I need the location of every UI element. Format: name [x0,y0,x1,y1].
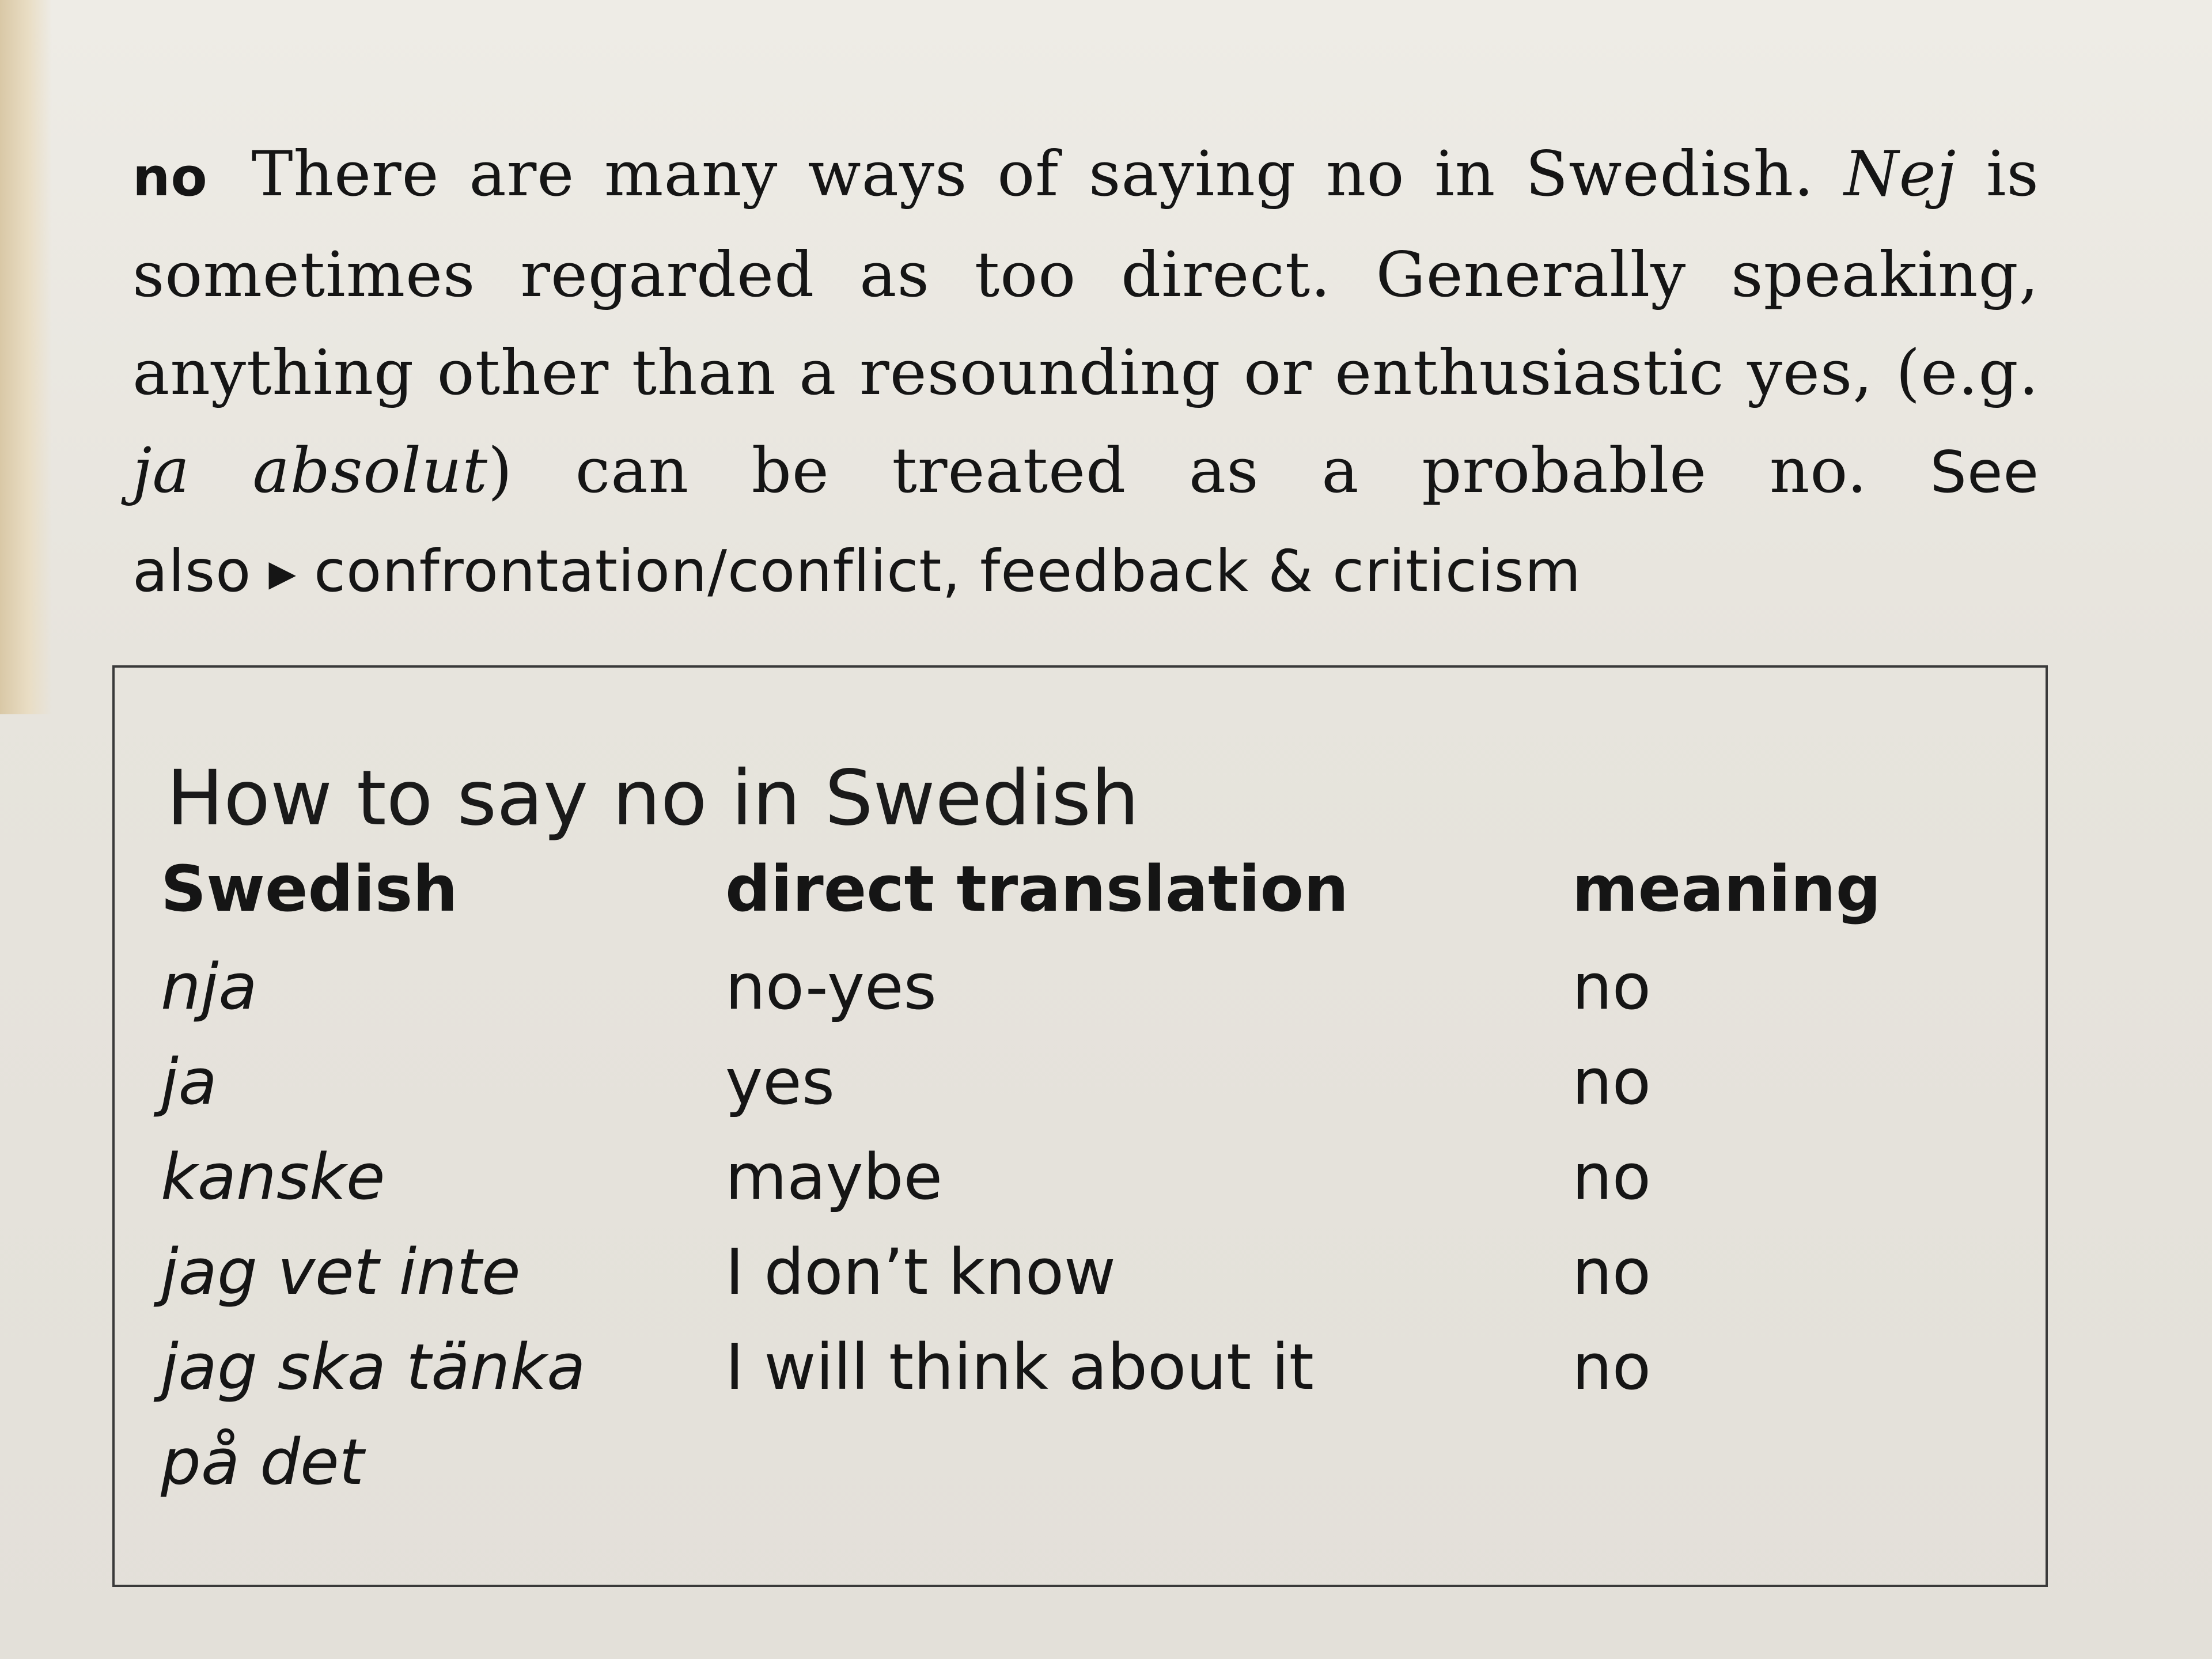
page-gutter-edge [0,0,52,714]
column-header-direct-translation: direct translation [725,852,1349,926]
table-cell-swedish: jag vet inte [161,1235,521,1309]
see-also-label: See also [132,438,2039,605]
table-cell-translation: I don’t know [725,1235,1116,1309]
table-cell-swedish: ja [161,1045,217,1119]
column-header-meaning: meaning [1572,852,1881,926]
entry-text-3: ) can be treated as a probable no. [487,435,1868,507]
table-cell-translation: no-yes [725,950,937,1024]
entry-text-1: There are many ways of saying no in Swedish. [251,138,1815,210]
table-cell-meaning: no [1572,1235,1652,1309]
table-cell-swedish-continuation: på det [161,1425,364,1499]
table-cell-translation: I will think about it [725,1330,1314,1404]
see-also-references: confrontation/conflict, feedback & criticism [314,537,1582,605]
sidebar-table-box [112,665,2048,1587]
entry-headword: no [132,146,208,208]
table-cell-meaning: no [1572,950,1652,1024]
box-title: How to say no in Swedish [166,754,1139,843]
entry-text-2: is sometimes regarded as too direct. Generally speaking, anything other than a resounding or enthusiastic yes, (e.g. [132,138,2039,409]
entry-italic-ja-absolut: ja absolut [132,435,488,507]
table-cell-swedish: kanske [161,1140,385,1214]
table-cell-meaning: no [1572,1140,1652,1214]
table-cell-translation: yes [725,1045,835,1119]
table-cell-swedish: jag ska tänka [161,1330,586,1404]
table-cell-meaning: no [1572,1330,1652,1404]
entry-italic-nej: Nej [1844,138,1957,210]
table-cell-swedish: nja [161,950,257,1024]
table-cell-meaning: no [1572,1045,1652,1119]
table-cell-translation: maybe [725,1140,943,1214]
triangle-pointer-icon: ▶ [268,552,297,594]
column-header-swedish: Swedish [161,852,458,926]
glossary-entry-paragraph [132,126,2039,622]
